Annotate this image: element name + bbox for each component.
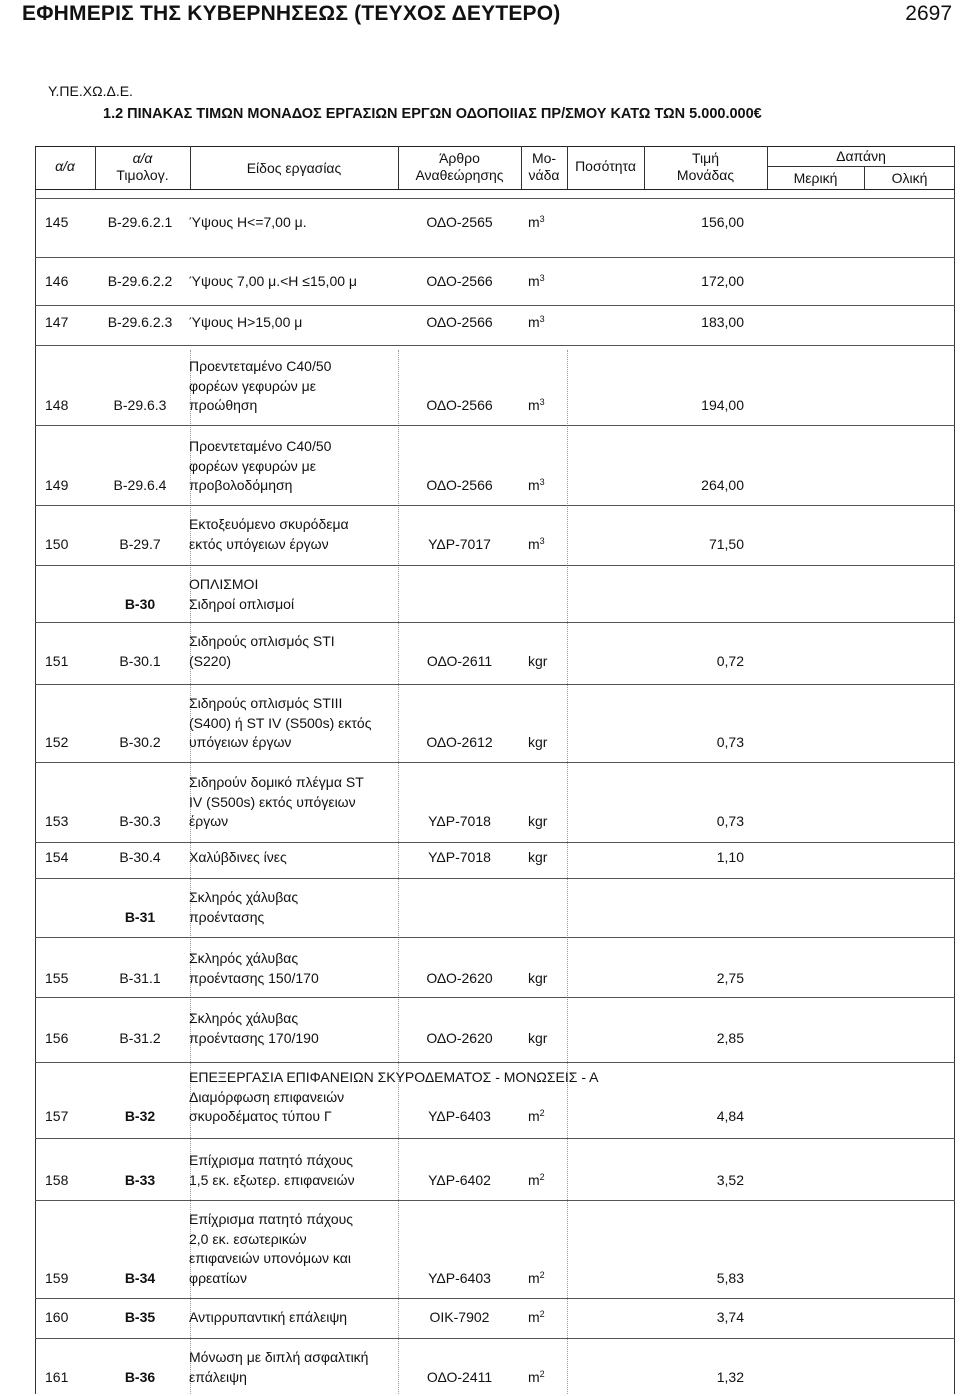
row-unit-price: 156,00 — [701, 214, 744, 230]
column-guide — [567, 350, 568, 1394]
row-description-line: προβολοδόμηση — [189, 477, 293, 493]
row-unit: kgr — [528, 969, 548, 986]
row-separator — [35, 565, 955, 566]
row-separator — [35, 505, 955, 506]
row-number: 150 — [45, 535, 69, 552]
row-unit-price: 0,73 — [716, 734, 744, 750]
row-article-code: ΟΔΟ-2566 — [426, 314, 493, 330]
row-unit: $m^2$ — [528, 1108, 545, 1124]
row-description-line: Προεντεταμένο C40/50 — [189, 438, 332, 454]
row-description-line: προέντασης — [189, 908, 265, 925]
unit-exponent: 3 — [539, 535, 545, 546]
row-unit-price: 4,84 — [716, 1108, 744, 1124]
row-description-line: υπόγειων έργων — [189, 734, 292, 750]
row-article-code: ΟΔΟ-2612 — [426, 734, 493, 750]
row-description-line: Σιδηρούν δομικό πλέγμα ST — [189, 774, 364, 790]
unit-exponent: 3 — [539, 397, 545, 407]
row-unit-price: 2,85 — [716, 1029, 744, 1046]
row-unit: kgr — [528, 734, 548, 750]
row-price-code: Β-33 — [124, 1171, 156, 1188]
column-header-aa: α/α — [55, 158, 75, 174]
row-price-code: Β-31.1 — [119, 969, 161, 986]
row-description-line: Σκληρός χάλυβας — [189, 950, 299, 966]
column-header-article-line1: Άρθρο — [439, 150, 480, 166]
row-article-code: ΟΔΟ-2611 — [426, 652, 493, 669]
column-header-unit — [521, 150, 567, 184]
row-separator — [35, 1298, 955, 1299]
row-description-line: φρεατίων — [189, 1269, 247, 1286]
unit-exponent: 2 — [539, 1269, 545, 1280]
row-description-line: επιφανειών υπονόμων και — [189, 1250, 351, 1266]
row-unit: $m^3$ — [528, 397, 545, 413]
column-header-article-line2: Αναθεώρησης — [415, 167, 504, 183]
row-separator — [35, 345, 955, 346]
unit-exponent: 3 — [539, 477, 545, 487]
row-price-code: Β-32 — [124, 1108, 156, 1124]
row-article-code: ΥΔΡ-6403 — [428, 1269, 491, 1286]
row-article-code: ΟΔΟ-2566 — [426, 477, 493, 493]
row-separator — [35, 257, 955, 258]
row-price-code: Β-36 — [124, 1368, 156, 1385]
row-price-code: Β-30.1 — [119, 652, 161, 669]
unit-exponent: 3 — [539, 273, 545, 283]
row-number: 154 — [45, 849, 69, 865]
row-unit-price: 1,10 — [716, 849, 744, 865]
row-separator — [35, 622, 955, 623]
row-article-code: ΟΙΚ-7902 — [429, 1309, 490, 1325]
row-description-line: Προεντεταμένο C40/50 — [189, 358, 332, 374]
row-description-line: Ύψους 7,00 μ.<Η ≤15,00 μ — [189, 273, 357, 289]
row-unit-price: 0,72 — [716, 652, 744, 669]
row-description-line: προέντασης 170/190 — [189, 1029, 319, 1046]
row-number: 161 — [45, 1368, 69, 1385]
row-number: 147 — [45, 314, 69, 330]
row-separator — [35, 937, 955, 938]
row-separator — [35, 762, 955, 763]
table-frame — [35, 146, 955, 1394]
row-description-line: προέντασης 150/170 — [189, 969, 319, 986]
row-description-line: Αντιρρυπαντική επάλειψη — [189, 1309, 348, 1325]
row-description-line: Ύψους Η>15,00 μ — [189, 314, 303, 330]
row-number: 155 — [45, 969, 69, 986]
row-number: 149 — [45, 477, 69, 493]
row-separator — [35, 425, 955, 426]
column-header-price-line1: Τιμή — [692, 150, 719, 166]
row-description-line: Εκτοξευόμενο σκυρόδεμα — [189, 516, 349, 532]
column-header-cost-partial: Μερική — [793, 170, 838, 186]
gazette-header — [0, 2, 960, 34]
row-separator — [35, 878, 955, 879]
row-description-line: Επίχρισμα πατητό πάχους — [189, 1152, 354, 1168]
page-number: 2697 — [905, 2, 952, 25]
row-unit-price: 172,00 — [701, 273, 744, 289]
row-separator — [35, 1200, 955, 1201]
row-description-line: Χαλύβδινες ίνες — [189, 849, 287, 865]
unit-exponent: 3 — [539, 214, 545, 224]
row-number: 146 — [45, 273, 69, 289]
row-price-code: Β-29.6.4 — [113, 477, 167, 493]
row-unit: kgr — [528, 849, 548, 865]
row-article-code: ΟΔΟ-2566 — [426, 397, 493, 413]
column-header-quantity: Ποσότητα — [575, 158, 636, 174]
unit-exponent: 2 — [539, 1171, 545, 1182]
row-article-code: ΟΔΟ-2411 — [426, 1368, 493, 1385]
row-unit-price: 0,73 — [716, 813, 744, 829]
row-unit-price: 3,74 — [716, 1309, 744, 1325]
row-separator — [35, 1338, 955, 1339]
row-unit-price: 2,75 — [716, 969, 744, 986]
row-description-line: 1,5 εκ. εξωτερ. επιφανειών — [189, 1171, 355, 1188]
row-description-line: φορέων γεφυρών με — [189, 377, 316, 394]
cost-subheader-rule — [767, 166, 955, 167]
row-article-code: ΥΔΡ-7018 — [428, 849, 491, 865]
row-article-code: ΥΔΡ-7018 — [428, 813, 491, 829]
row-unit: $m^3$ — [528, 273, 545, 289]
table-header-top-rule — [35, 146, 955, 147]
column-header-type: Είδος εργασίας — [246, 160, 342, 176]
row-unit: $m^3$ — [528, 477, 545, 493]
column-header-unit-line2: νάδα — [528, 167, 560, 183]
row-separator — [35, 997, 955, 998]
row-description-line: (S220) — [189, 652, 232, 669]
row-description-line: Ύψους Η<=7,00 μ. — [189, 214, 307, 230]
row-article-code: ΟΔΟ-2620 — [426, 969, 493, 986]
column-header-unit-line1: Μο- — [531, 150, 557, 166]
row-price-code: Β-29.6.3 — [113, 397, 167, 413]
row-article-code: ΥΔΡ-7017 — [428, 535, 491, 552]
row-separator — [35, 1138, 955, 1139]
row-description-line: προώθηση — [189, 397, 258, 413]
row-article-code: ΟΔΟ-2565 — [426, 214, 493, 230]
row-price-code: Β-30.4 — [119, 849, 161, 865]
row-price-code: Β-29.7 — [119, 535, 161, 552]
row-unit: kgr — [528, 813, 548, 829]
row-article-code: ΥΔΡ-6403 — [428, 1108, 491, 1124]
row-separator — [35, 198, 955, 199]
column-header-aa-timologiou-line1: α/α — [132, 150, 153, 166]
row-description-line: εκτός υπόγειων έργων — [189, 535, 329, 552]
row-separator — [35, 684, 955, 685]
row-separator — [35, 1062, 955, 1063]
agency-label: Υ.ΠΕ.ΧΩ.Δ.Ε. — [48, 83, 133, 99]
row-price-code: Β-29.6.2.1 — [107, 214, 173, 230]
column-header-aa-timologiou — [95, 150, 190, 184]
row-separator — [35, 842, 955, 843]
row-number: 151 — [45, 652, 69, 669]
column-header-cost-total: Ολική — [891, 170, 928, 186]
row-unit: $m^2$ — [528, 1171, 545, 1188]
row-description-line: 2,0 εκ. εσωτερικών — [189, 1230, 307, 1247]
row-unit: $m^2$ — [528, 1368, 545, 1385]
row-price-code: Β-30.2 — [119, 734, 161, 750]
column-header-price — [644, 150, 767, 184]
row-price-code: Β-31.2 — [119, 1029, 161, 1046]
document-title: 1.2 ΠΙΝΑΚΑΣ ΤΙΜΩΝ ΜΟΝΑΔΟΣ ΕΡΓΑΣΙΩΝ ΕΡΓΩΝ ΟΔΟΠΟΙΙΑΣ ΠΡ/ΣΜΟΥ ΚΑΤΩ ΤΩΝ 5.000.000€ — [103, 106, 762, 122]
row-description-line: Διαμόρφωση επιφανειών — [189, 1088, 345, 1105]
row-unit-price: 183,00 — [701, 314, 744, 330]
row-number: 153 — [45, 813, 69, 829]
row-number: 159 — [45, 1269, 69, 1286]
row-number: 158 — [45, 1171, 69, 1188]
row-unit: $m^3$ — [528, 314, 545, 330]
row-unit: $m^2$ — [528, 1269, 545, 1286]
column-header-cost: Δαπάνη — [836, 148, 886, 164]
unit-exponent: 2 — [539, 1108, 545, 1118]
row-number: 156 — [45, 1029, 69, 1046]
row-description-line: έργων — [189, 813, 229, 829]
row-unit-price: 3,52 — [716, 1171, 744, 1188]
row-number: 148 — [45, 397, 69, 413]
row-description-line: (S400) ή ST IV (S500s) εκτός — [189, 714, 372, 731]
row-description-line: Σκληρός χάλυβας — [189, 1010, 299, 1026]
row-description-line: IV (S500s) εκτός υπόγειων — [189, 793, 356, 810]
row-number: 157 — [45, 1108, 69, 1124]
table-header-bottom-rule — [35, 189, 955, 190]
row-article-code: ΥΔΡ-6402 — [428, 1171, 491, 1188]
row-description-line: Επίχρισμα πατητό πάχους — [189, 1211, 354, 1227]
row-price-code: Β-34 — [124, 1269, 156, 1286]
row-unit: kgr — [528, 652, 548, 669]
row-price-code: Β-30 — [124, 595, 156, 612]
row-description-line: Σιδηροί οπλισμοί — [189, 595, 295, 612]
row-unit: $m^3$ — [528, 535, 545, 552]
row-article-code: ΟΔΟ-2566 — [426, 273, 493, 289]
gazette-title: ΕΦΗΜΕΡΙΣ ΤΗΣ ΚΥΒΕΡΝΗΣΕΩΣ (ΤΕΥΧΟΣ ΔΕΥΤΕΡΟ) — [22, 2, 561, 25]
row-number: 160 — [45, 1309, 69, 1325]
row-unit-price: 1,32 — [716, 1368, 744, 1385]
row-description-line: Σιδηρούς οπλισμός STIII — [189, 695, 343, 711]
row-description-line: Μόνωση με διπλή ασφαλτική — [189, 1349, 369, 1365]
row-description-line: σκυροδέματος τύπου Γ — [189, 1108, 332, 1124]
row-number: 152 — [45, 734, 69, 750]
row-unit-price: 5,83 — [716, 1269, 744, 1286]
column-header-price-line2: Μονάδας — [676, 167, 735, 183]
row-unit: $m^2$ — [528, 1309, 545, 1325]
unit-exponent: 2 — [539, 1309, 545, 1319]
column-header-article — [398, 150, 521, 184]
row-description-line: Σκληρός χάλυβας — [189, 889, 299, 905]
row-description-line: ΟΠΛΙΣΜΟΙ — [189, 576, 259, 592]
row-price-code: Β-31 — [124, 908, 156, 925]
row-description-line: φορέων γεφυρών με — [189, 457, 316, 474]
row-article-code: ΟΔΟ-2620 — [426, 1029, 493, 1046]
unit-exponent: 2 — [539, 1368, 545, 1379]
row-description-line: Σιδηρούς οπλισμός STI — [189, 633, 335, 649]
row-unit-price: 71,50 — [708, 535, 744, 552]
row-number: 145 — [45, 214, 69, 230]
row-description-line: ΕΠΕΞΕΡΓΑΣΙΑ ΕΠΙΦΑΝΕΙΩΝ ΣΚΥΡΟΔΕΜΑΤΟΣ - ΜΟΝΩΣΕΙΣ - Α — [189, 1069, 599, 1085]
row-unit: $m^3$ — [528, 214, 545, 230]
row-description-line: επάλειψη — [189, 1368, 247, 1385]
row-separator — [35, 305, 955, 306]
row-price-code: Β-35 — [124, 1309, 156, 1325]
row-unit-price: 194,00 — [701, 397, 744, 413]
unit-exponent: 3 — [539, 314, 545, 324]
row-price-code: Β-30.3 — [119, 813, 161, 829]
row-unit-price: 264,00 — [701, 477, 744, 493]
row-unit: kgr — [528, 1029, 548, 1046]
column-header-aa-timologiou-line2: Τιμολογ. — [116, 167, 169, 183]
row-price-code: Β-29.6.2.3 — [107, 314, 173, 330]
row-price-code: Β-29.6.2.2 — [107, 273, 173, 289]
